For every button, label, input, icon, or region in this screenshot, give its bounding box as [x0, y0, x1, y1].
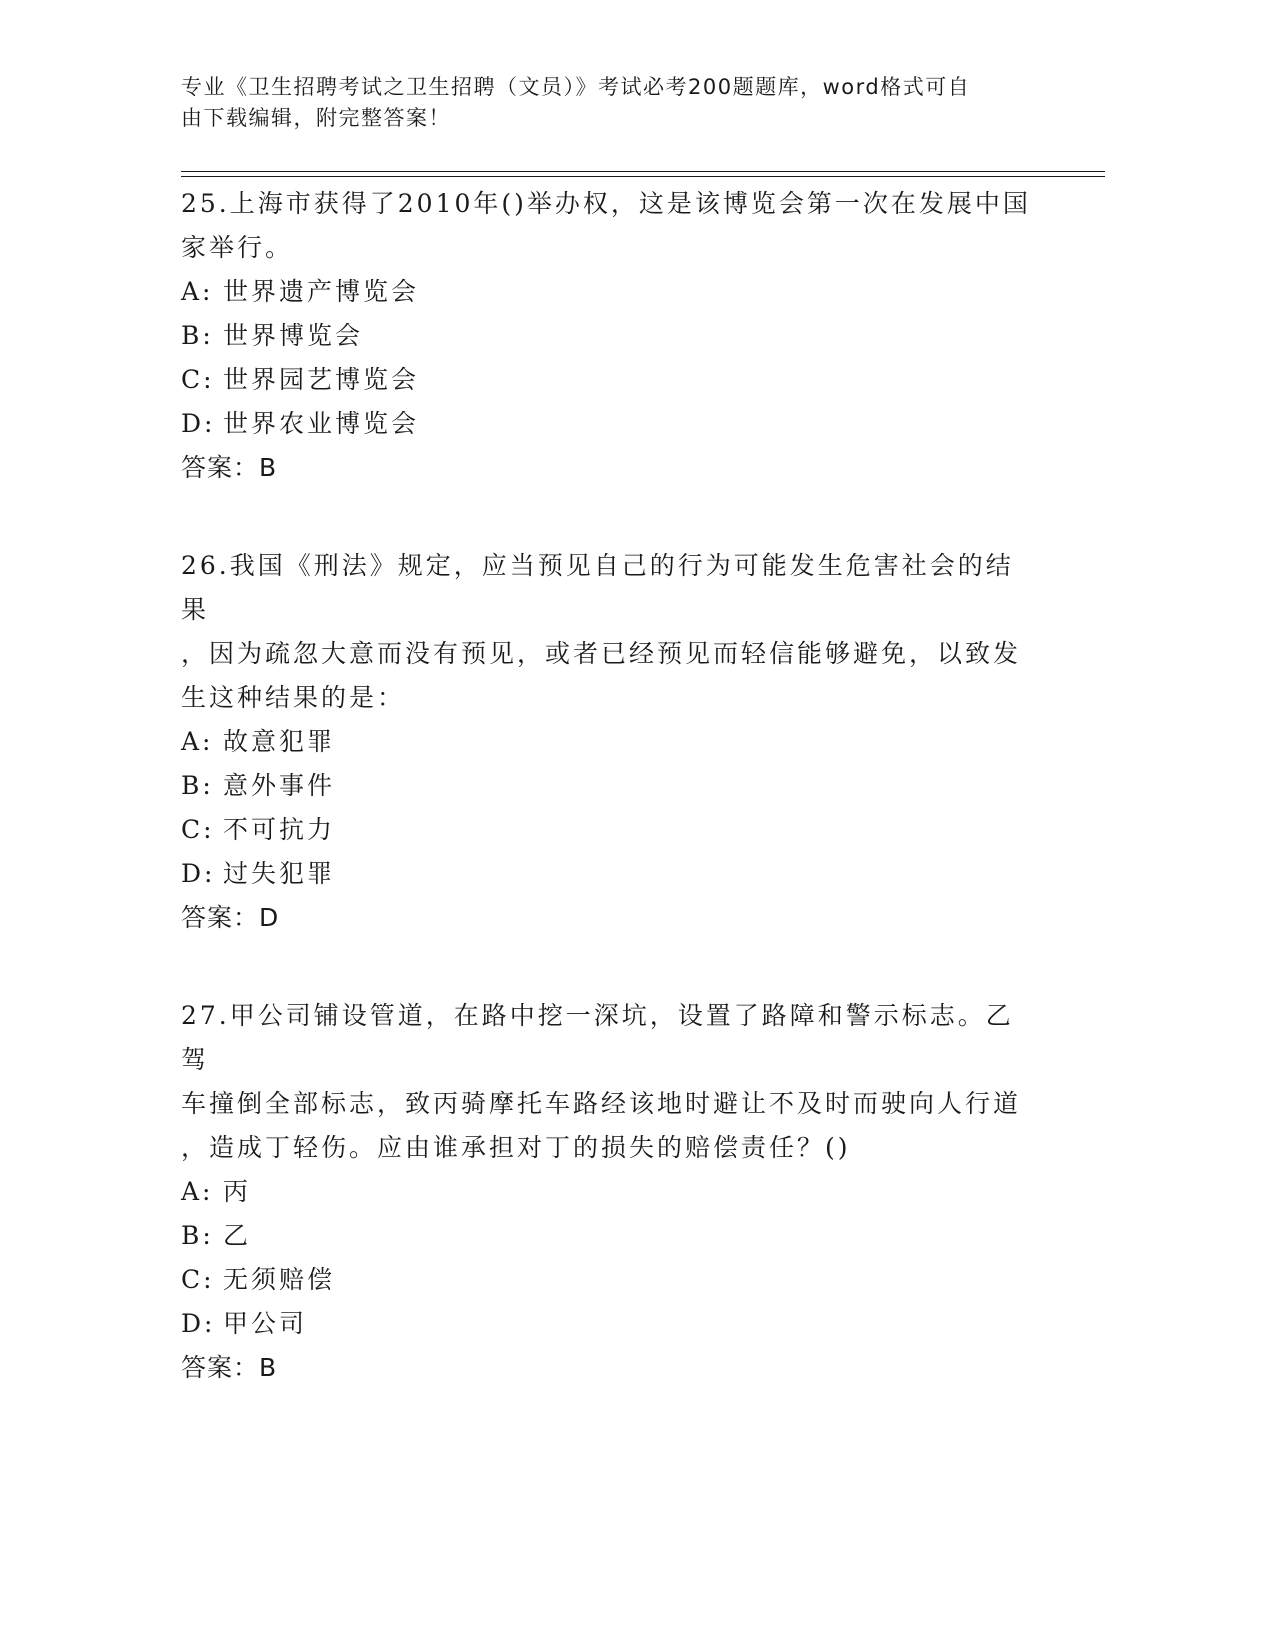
option-letter: A: — [181, 277, 214, 306]
option-d — [181, 402, 1041, 446]
option-c — [181, 1258, 1041, 1302]
option-c — [181, 808, 1041, 852]
option-letter: D: — [181, 409, 216, 438]
option-text: 乙 — [223, 1221, 252, 1250]
option-text: 意外事件 — [223, 771, 336, 800]
page-header — [181, 72, 1031, 134]
question-stem-line: 生这种结果的是： — [181, 683, 406, 712]
option-a — [181, 1170, 1041, 1214]
question-stem-line: 27.甲公司铺设管道，在路中挖一深坑，设置了路障和警示标志。乙驾 — [181, 1001, 1014, 1074]
option-letter: B: — [181, 771, 214, 800]
question-spacer — [181, 940, 1041, 994]
option-letter: A: — [181, 1177, 214, 1206]
question-spacer — [181, 490, 1041, 544]
option-letter: C: — [181, 1265, 215, 1294]
option-a — [181, 720, 1041, 764]
option-text: 无须赔偿 — [223, 1265, 336, 1294]
option-text: 世界博览会 — [223, 321, 364, 350]
question-stem-line: 车撞倒全部标志，致丙骑摩托车路经该地时避让不及时而驶向人行道 — [181, 1089, 1022, 1118]
option-text: 过失犯罪 — [223, 859, 336, 888]
question-stem-line: ，因为疏忽大意而没有预见，或者已经预见而轻信能够避免，以致发 — [181, 639, 1022, 668]
option-text: 甲公司 — [223, 1309, 308, 1338]
header-divider-top — [181, 171, 1105, 172]
option-text: 故意犯罪 — [223, 727, 336, 756]
option-text: 世界园艺博览会 — [223, 365, 420, 394]
question-stem-line: 25.上海市获得了2010年()举办权，这是该博览会第一次在发展中国 — [181, 189, 1031, 218]
option-text: 世界遗产博览会 — [223, 277, 420, 306]
question-stem-line: ，造成丁轻伤。应由谁承担对丁的损失的赔偿责任？() — [181, 1133, 851, 1162]
answer-line: 答案：B — [181, 453, 278, 482]
option-d — [181, 1302, 1041, 1346]
option-letter: D: — [181, 1309, 216, 1338]
header-divider-bottom — [181, 176, 1105, 177]
option-letter: C: — [181, 365, 215, 394]
option-a — [181, 270, 1041, 314]
question-25 — [181, 182, 1041, 490]
option-text: 丙 — [223, 1177, 252, 1206]
question-stem-line: 26.我国《刑法》规定，应当预见自己的行为可能发生危害社会的结果 — [181, 551, 1014, 624]
answer-line: 答案：D — [181, 903, 280, 932]
option-b — [181, 1214, 1041, 1258]
header-line-1: 专业《卫生招聘考试之卫生招聘（文员）》考试必考200题题库，word格式可自 — [181, 75, 971, 99]
option-text: 不可抗力 — [223, 815, 336, 844]
option-d — [181, 852, 1041, 896]
header-line-2: 由下载编辑，附完整答案！ — [181, 106, 451, 130]
answer-line: 答案：B — [181, 1353, 278, 1382]
question-list — [181, 182, 1041, 1390]
option-b — [181, 314, 1041, 358]
option-letter: A: — [181, 727, 214, 756]
option-b — [181, 764, 1041, 808]
option-c — [181, 358, 1041, 402]
option-text: 世界农业博览会 — [223, 409, 420, 438]
option-letter: B: — [181, 1221, 214, 1250]
question-26 — [181, 544, 1041, 940]
option-letter: B: — [181, 321, 214, 350]
question-stem-line: 家举行。 — [181, 233, 294, 262]
option-letter: D: — [181, 859, 216, 888]
option-letter: C: — [181, 815, 215, 844]
question-27 — [181, 994, 1041, 1390]
